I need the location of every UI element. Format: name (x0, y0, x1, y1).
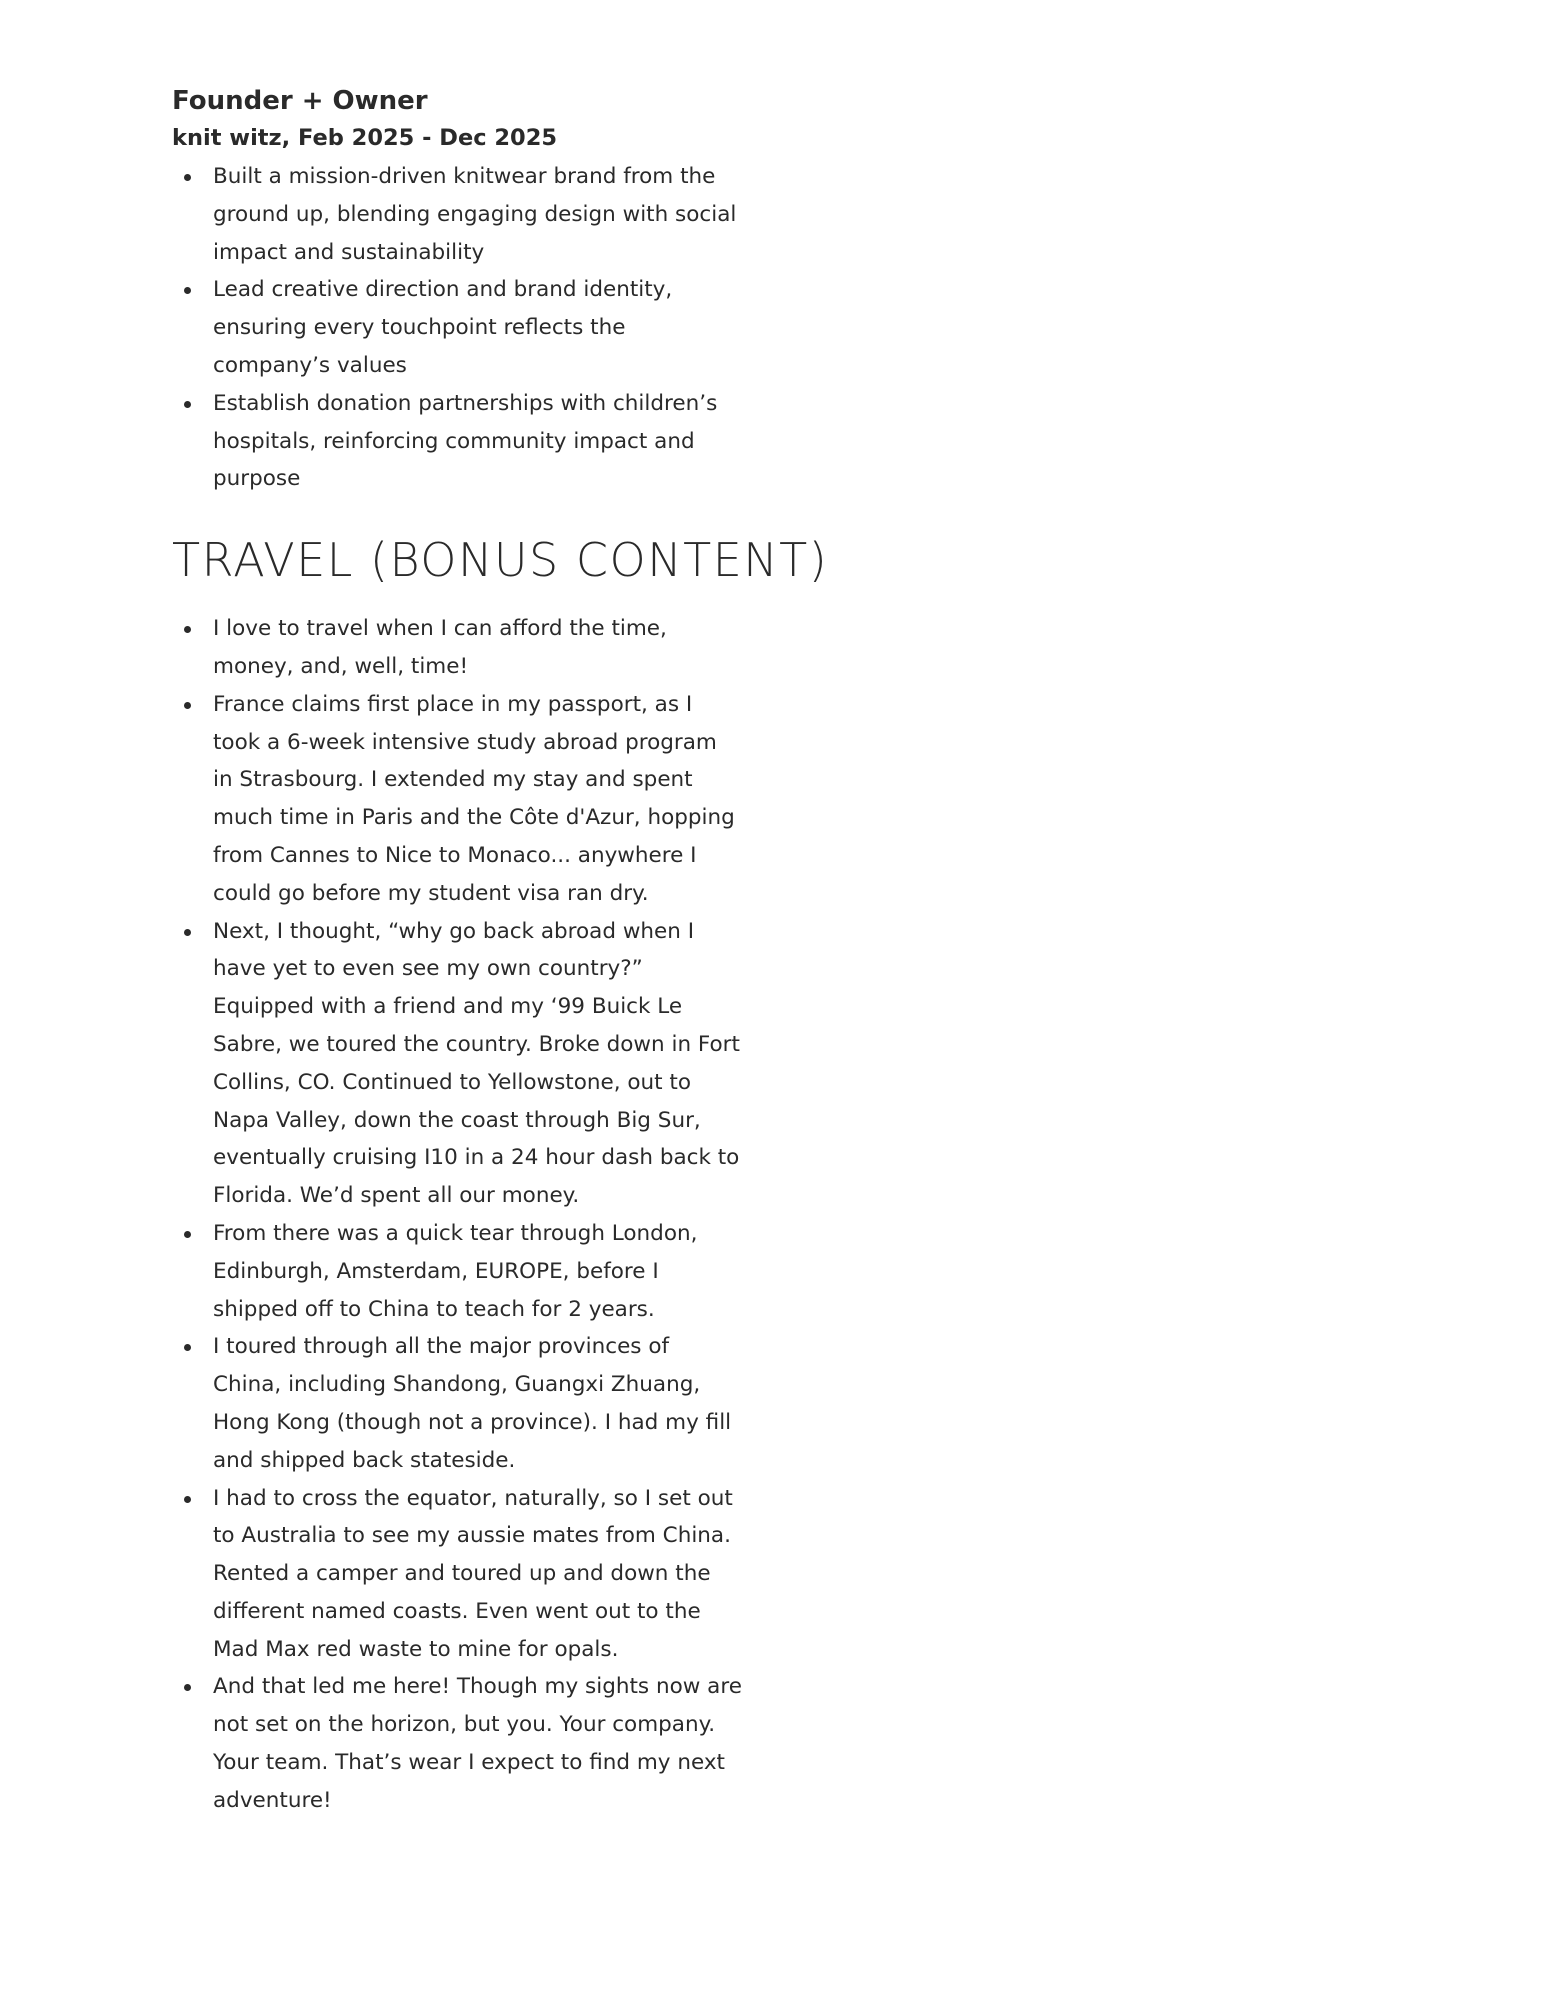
bullet-dot-icon (184, 1344, 191, 1351)
travel-bullet (172, 1480, 743, 1669)
job-company-dates: knit witz, Feb 2025 - Dec 2025 (172, 125, 558, 151)
travel-bullet-list (172, 610, 792, 1820)
bullet-dot-icon (184, 287, 191, 294)
experience-bullet-list (172, 158, 792, 498)
bullet-text: I had to cross the equator, naturally, so I set out to Australia to see my aussie mates from China. Rented a camper and toured up and down the different named coasts. Even went out to the Mad Max red waste to mine for opals. (213, 1485, 733, 1662)
bullet-dot-icon (184, 702, 191, 709)
bullet-text: I toured through all the major provinces of China, including Shandong, Guangxi Zhuang, Hong Kong (though not a province). I had my fill and shipped back stateside. (213, 1334, 732, 1473)
bullet-text: Lead creative direction and brand identity, ensuring every touchpoint reflects the company’s values (213, 277, 673, 378)
travel-bullet (172, 610, 743, 686)
bullet-dot-icon (184, 626, 191, 633)
job-title: Founder + Owner (172, 86, 428, 116)
bullet-dot-icon (184, 1496, 191, 1503)
section-heading: TRAVEL (BONUS CONTENT) (172, 533, 829, 588)
bullet-text: Establish donation partnerships with children’s hospitals, reinforcing community impact and purpose (213, 390, 718, 492)
travel-bullet (172, 1215, 743, 1328)
bullet-text: I love to travel when I can afford the time, money, and, well, time! (213, 616, 667, 679)
travel-bullet (172, 1668, 743, 1819)
bullet-text: Next, I thought, “why go back abroad when I have yet to even see my own country?” Equipped with a friend and my ‘99 Buick Le Sabre, we toured the country. Broke down in Fort Collins, CO. Continued to Yellowstone, out to Napa Valley, down the coast through Big Sur, eventually cruising I10 in a 24 hour dash back to Florida. We’d spent all our money. (213, 918, 740, 1209)
bullet-text: And that led me here! Though my sights now are not set on the horizon, but you. Your company. Your team. That’s wear I expect to find my next adventure! (213, 1674, 742, 1813)
bullet-dot-icon (184, 174, 191, 181)
travel-bullet (172, 913, 743, 1215)
travel-section (172, 532, 829, 1820)
bullet-dot-icon (184, 401, 191, 408)
experience-section (172, 84, 792, 498)
bullet-dot-icon (184, 929, 191, 936)
experience-bullet (172, 271, 743, 384)
bullet-text: France claims first place in my passport, as I took a 6-week intensive study abroad program in Strasbourg. I extended my stay and spent much time in Paris and the Côte d'Azur, hopping from Cannes to Nice to Monaco... anywhere I could go before my student visa ran dry. (213, 691, 735, 906)
experience-bullet (172, 158, 743, 271)
travel-bullet (172, 686, 743, 913)
bullet-dot-icon (184, 1231, 191, 1238)
experience-bullet (172, 385, 743, 498)
resume-page (172, 84, 829, 1820)
bullet-text: From there was a quick tear through London, Edinburgh, Amsterdam, EUROPE, before I shipped off to China to teach for 2 years. (213, 1220, 698, 1322)
bullet-dot-icon (184, 1684, 191, 1691)
travel-bullet (172, 1328, 743, 1479)
bullet-text: Built a mission-driven knitwear brand from the ground up, blending engaging design with social impact and sustainability (213, 164, 737, 265)
